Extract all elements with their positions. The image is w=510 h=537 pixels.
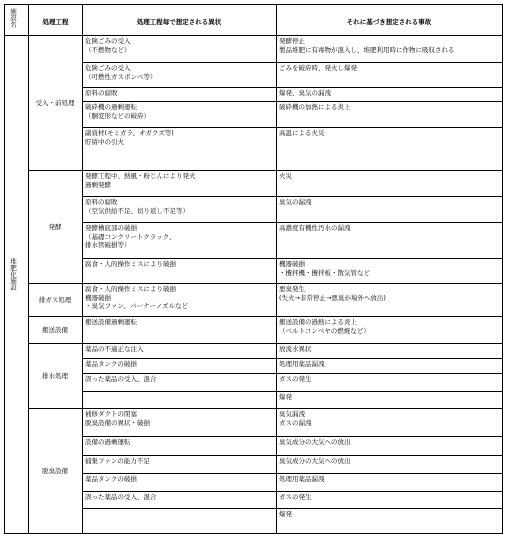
abnormal-cell (85, 37, 274, 54)
abnormal-cell-line: 発酵工程中、熱風・粉じんにより発火 (85, 172, 196, 180)
accident-cell (279, 103, 500, 112)
abnormal-cell-line: 薬品タンクの破損 (85, 475, 137, 483)
abnormal-cell (85, 198, 274, 215)
abnormal-cell (85, 375, 274, 384)
row-divider (82, 258, 503, 259)
abnormal-cell-line: 補修ダクトの閉塞 (85, 410, 137, 418)
abnormal-cell-line: 腐食・人的操作ミスにより破損 (85, 260, 176, 268)
abnormal-cell-line: （空気供給不足、切り返し不足等） (85, 206, 189, 215)
row-divider (82, 127, 503, 128)
accident-cell (279, 318, 500, 335)
abnormal-cell-line: 搬送設備過剰運転 (85, 318, 137, 326)
accident-cell (279, 393, 500, 402)
abnormal-cell-line: （胴変形などの破砕） (85, 111, 150, 120)
process-label: 搬送設備 (42, 326, 68, 334)
abnormal-cell (85, 172, 274, 189)
abnormal-cell (85, 318, 274, 327)
header-facility-name: 施設名 (9, 8, 17, 28)
abnormal-cell (85, 89, 274, 98)
header-abnormal: 処理工程毎で想定される異状 (136, 18, 222, 26)
abnormal-cell (85, 438, 274, 447)
abnormal-cell-line: 薬品タンクの破損 (85, 360, 137, 368)
header-divider (4, 35, 503, 36)
accident-cell-line: ・攪拌機・攪拌板・散気管など (279, 268, 370, 277)
accident-cell-line: 爆発 (279, 393, 292, 401)
row-divider (82, 455, 503, 456)
accident-cell-line: ガスの発生 (279, 493, 312, 501)
row-divider (82, 196, 503, 197)
abnormal-cell-line: 原料の腐敗 (85, 198, 118, 206)
accident-cell-line: (失火→非常停止→悪臭が場外へ放出) (279, 293, 386, 302)
facility-label: 堆肥化施設 (9, 258, 17, 291)
abnormal-cell (85, 410, 274, 427)
abnormal-cell-line: 発酵槽底部の破損 (85, 224, 137, 232)
accident-cell-line: 悪臭発生 (279, 285, 305, 293)
accident-cell-line: 臭気の漏洩 (279, 198, 312, 206)
row-divider (82, 391, 503, 392)
abnormal-cell (85, 475, 274, 484)
abnormal-cell-line: 貯留中の引火 (85, 137, 124, 146)
accident-cell-line: 機器破損 (279, 260, 305, 268)
accident-cell-line: ごみを破砕時、発火し爆発 (279, 64, 357, 72)
abnormal-cell (85, 360, 274, 369)
accident-cell (279, 89, 500, 98)
abnormal-cell-line: 設備の過剰運転 (85, 438, 131, 446)
row-divider (82, 491, 503, 492)
row-divider (82, 508, 503, 509)
abnormal-cell-line: 原料の腐敗 (85, 89, 118, 97)
abnormal-cell-line: 腐食・人的操作ミスにより破損 (85, 285, 176, 293)
section-divider (28, 408, 503, 409)
section-divider (28, 316, 503, 317)
accident-cell (279, 224, 500, 233)
abnormal-cell-line: 危険ごみの受入 (85, 37, 131, 45)
column-divider (28, 4, 29, 534)
row-divider (82, 101, 503, 102)
accident-cell-line: （ベルトコンベヤの燃焼など） (279, 326, 370, 335)
abnormal-cell-line: 薬品の不適正な注入 (85, 345, 144, 353)
accident-cell-line: 発酵停止 (279, 37, 305, 45)
accident-cell (279, 345, 500, 354)
accident-cell (279, 172, 500, 181)
table-border-left (4, 4, 5, 534)
accident-cell (279, 37, 500, 54)
accident-cell (279, 260, 500, 277)
abnormal-cell-line: 誤った薬品の受入、混合 (85, 375, 157, 383)
process-label: 排ガス処理 (38, 296, 72, 304)
row-divider (82, 358, 503, 359)
accident-cell (279, 375, 500, 384)
section-divider (28, 170, 503, 171)
abnormal-cell-line: 副資材(モミガラ、オガクズ等) (85, 129, 174, 137)
abnormal-cell-line: 捕集ファンの能力不足 (85, 457, 150, 465)
accident-cell-line: 臭気成分の大気への放出 (279, 457, 351, 465)
section-divider (28, 343, 503, 344)
abnormal-cell-line: 過剰発酵 (85, 180, 111, 189)
accident-cell-line: 臭気成分の大気への放出 (279, 438, 351, 446)
abnormal-cell (85, 129, 274, 146)
abnormal-cell (85, 64, 274, 81)
accident-cell-line: 処理用薬品漏洩 (279, 475, 325, 483)
abnormal-cell-line: 誤った薬品の受入、混合 (85, 493, 157, 501)
accident-cell-line: ガスの漏洩 (279, 418, 312, 427)
process-label: 受入・前処理 (35, 99, 75, 107)
process-label: 脱臭設備 (42, 467, 68, 475)
accident-cell (279, 198, 500, 207)
abnormal-cell-line: （不燃物など） (85, 45, 131, 54)
accident-cell (279, 64, 500, 73)
accident-cell-line: 爆発、臭気の漏洩 (279, 89, 331, 97)
accident-cell-line: 高濃度有機性汚水の漏洩 (279, 224, 351, 232)
abnormal-cell (85, 103, 274, 120)
row-divider (82, 222, 503, 223)
process-label: 発酵 (48, 223, 62, 231)
table-border-top (4, 4, 503, 5)
accident-cell-line: 臭気漏洩 (279, 410, 305, 418)
abnormal-cell (85, 260, 274, 269)
row-divider (82, 436, 503, 437)
abnormal-cell-line: ・臭気ファン、バーナーノズルなど (85, 302, 188, 311)
accident-cell (279, 438, 500, 447)
abnormal-cell (85, 224, 274, 250)
accident-cell-line: 処理用薬品漏洩 (279, 360, 325, 368)
abnormal-cell-line: （基礎コンクリートクラック、 (85, 232, 176, 241)
row-divider (82, 473, 503, 474)
accident-cell-line: 放流水異状 (279, 345, 312, 353)
accident-cell-line: 製品堆肥に有毒物が混入し、堆肥利用時に作物に吸収される (279, 45, 455, 54)
accident-cell-line: 爆発 (279, 510, 292, 518)
accident-cell-line: 破砕機の加熱による炎上 (279, 103, 351, 111)
accident-cell-line: 高温による火災 (279, 129, 325, 137)
section-divider (28, 283, 503, 284)
header-process: 処理工程 (42, 18, 69, 26)
accident-cell (279, 129, 500, 138)
accident-cell-line: ガスの発生 (279, 375, 312, 383)
section-divider (28, 533, 503, 534)
abnormal-cell (85, 285, 274, 311)
abnormal-cell-line: （可燃性ガスボンベ等） (85, 72, 157, 81)
accident-cell (279, 510, 500, 519)
abnormal-cell-line: 排水管破損等） (85, 241, 131, 250)
accident-cell (279, 360, 500, 369)
accident-cell (279, 285, 500, 302)
header-accident: それに基づき想定される事故 (346, 18, 432, 26)
accident-cell (279, 493, 500, 502)
row-divider (82, 87, 503, 88)
row-divider (82, 373, 503, 374)
accident-cell (279, 475, 500, 484)
abnormal-cell (85, 493, 274, 502)
abnormal-cell (85, 457, 274, 466)
abnormal-cell-line: 危険ごみの受入 (85, 64, 131, 72)
abnormal-cell-line: 機器破損 (85, 293, 111, 302)
accident-cell (279, 457, 500, 466)
abnormal-cell-line: 脱臭設備の異状・破損 (85, 418, 150, 427)
abnormal-cell (85, 345, 274, 354)
accident-cell-line: 火災 (279, 172, 292, 180)
process-label: 排水処理 (42, 372, 68, 380)
accident-cell-line: 搬送設備の過熱による炎上 (279, 318, 357, 326)
abnormal-cell-line: 破砕機の過剰運転 (85, 103, 137, 111)
accident-cell (279, 410, 500, 427)
row-divider (82, 62, 503, 63)
